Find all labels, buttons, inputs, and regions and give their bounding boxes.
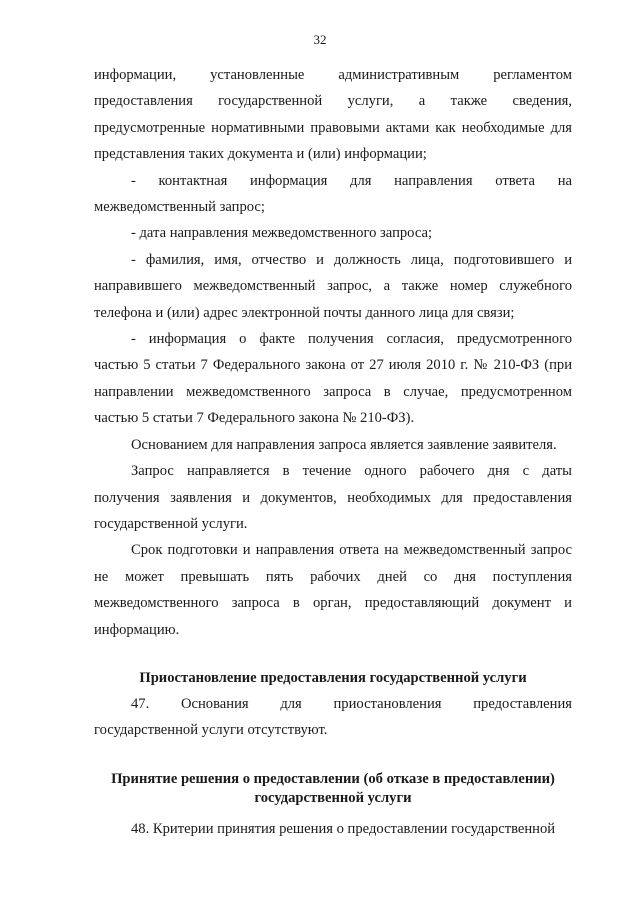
- section-heading-suspension: Приостановление предоставления государственной услуги: [139, 669, 527, 686]
- text-line: - дата направления межведомственного запроса;: [131, 225, 433, 242]
- text-line: государственной услуги.: [94, 515, 248, 532]
- document-body: [94, 62, 572, 842]
- list-item-consent-info: [94, 326, 572, 432]
- page-number: 32: [313, 32, 327, 47]
- text-line: не может превышать пять рабочих дней со дня поступления: [94, 568, 572, 585]
- text-line: информацию.: [94, 621, 180, 638]
- text-line: 47. Основания для приостановления предоставления: [131, 695, 572, 712]
- text-line: государственной услуги отсутствуют.: [94, 722, 328, 739]
- paragraph-48: [94, 816, 572, 842]
- text-line: - контактная информация для направления ответа на: [131, 172, 572, 189]
- list-item-request-date: [94, 220, 572, 246]
- text-line: - информация о факте получения согласия, предусмотренного: [131, 331, 572, 348]
- text-line: направившего межведомственный запрос, а также номер служебного: [94, 278, 572, 295]
- list-item-contact-info: [94, 168, 572, 221]
- text-line: телефона и (или) адрес электронной почты данного лица для связи;: [94, 304, 515, 321]
- text-line: Срок подготовки и направления ответа на межведомственный запрос: [131, 542, 572, 559]
- text-line: направлении межведомственного запроса в случае, предусмотренном: [94, 383, 572, 400]
- text-line: Основанием для направления запроса является заявление заявителя.: [131, 436, 557, 453]
- text-line: представления таких документа и (или) информации;: [94, 146, 427, 163]
- list-item-responsible-person: [94, 247, 572, 326]
- text-line: межведомственного запроса в орган, предоставляющий документ и: [94, 595, 572, 612]
- text-line: частью 5 статьи 7 Федерального закона № 210-ФЗ).: [94, 410, 415, 427]
- heading-line: Принятие решения о предоставлении (об отказе в предоставлении): [111, 770, 555, 787]
- text-line: предусмотренные нормативными правовыми актами как необходимые для: [94, 119, 572, 136]
- paragraph-response-deadline: [94, 537, 572, 643]
- text-line: предоставления государственной услуги, а также сведения,: [94, 93, 572, 110]
- text-line: информации, установленные административным регламентом: [94, 67, 572, 83]
- text-line: частью 5 статьи 7 Федерального закона от 27 июля 2010 г. № 210-ФЗ (при: [94, 357, 572, 374]
- paragraph-47: [94, 691, 572, 744]
- paragraph-request-basis: [94, 432, 572, 458]
- paragraph-info-requested: [94, 62, 572, 168]
- text-line: получения заявления и документов, необходимых для предоставления: [94, 489, 572, 506]
- paragraph-request-timing: [94, 458, 572, 537]
- text-line: межведомственный запрос;: [94, 199, 265, 216]
- text-line: Запрос направляется в течение одного рабочего дня с даты: [131, 463, 572, 480]
- text-line: - фамилия, имя, отчество и должность лица, подготовившего и: [131, 251, 572, 268]
- section-heading-decision: [94, 770, 572, 808]
- heading-line: государственной услуги: [254, 789, 412, 806]
- text-line: 48. Критерии принятия решения о предоставлении государственной: [131, 820, 556, 837]
